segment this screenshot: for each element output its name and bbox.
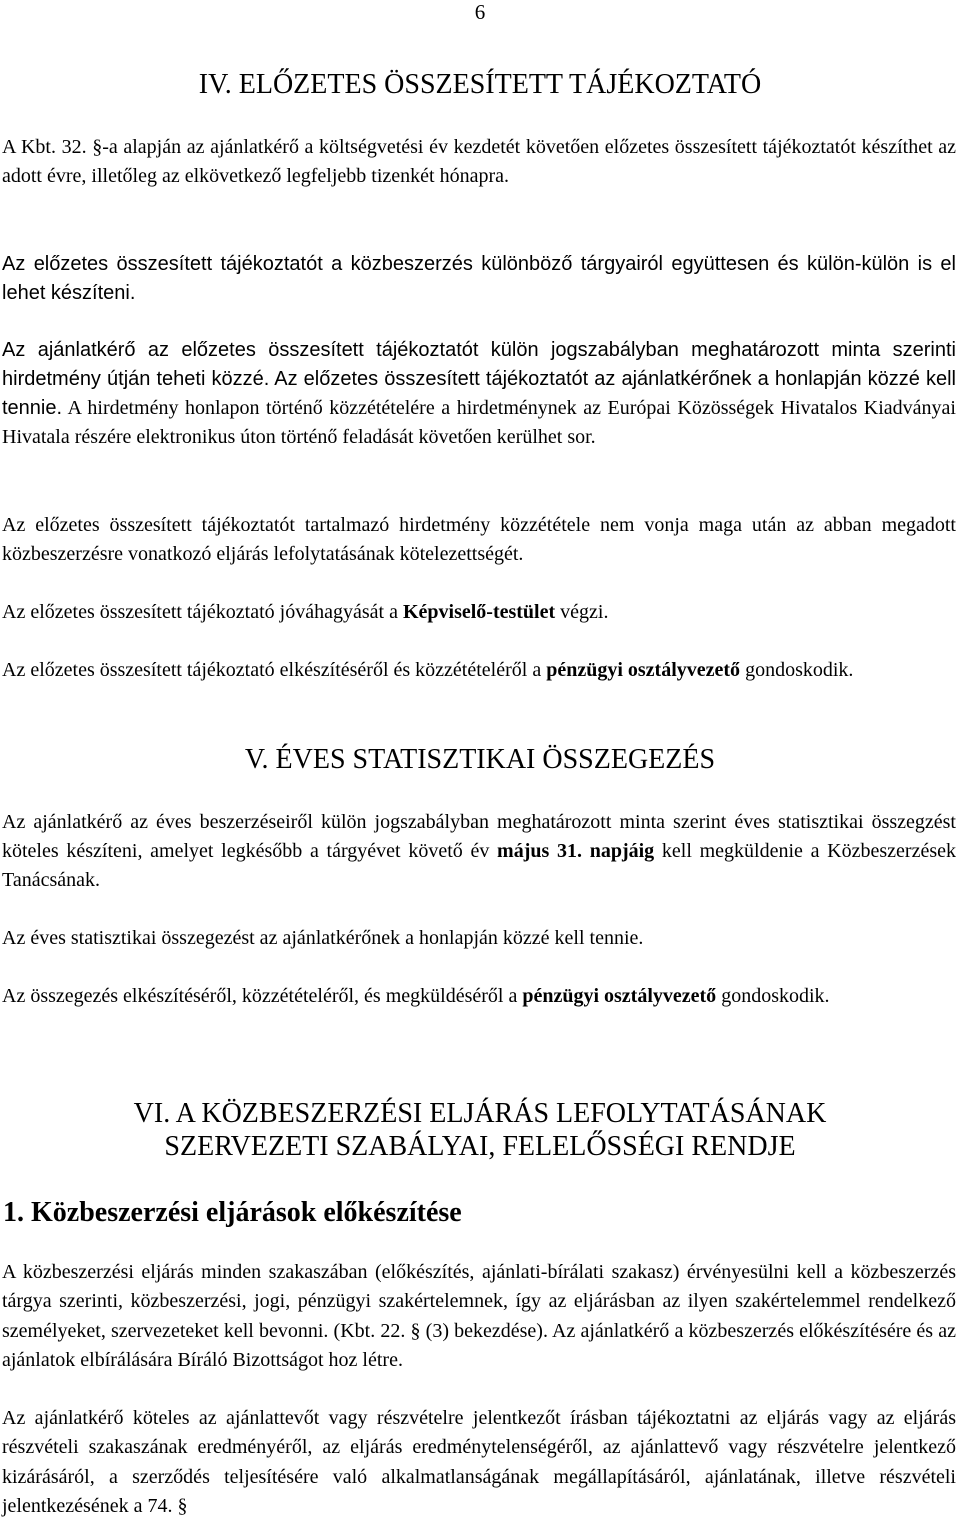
- section-4-paragraph-3: [2, 336, 956, 452]
- section-4-paragraph-5: [2, 598, 956, 627]
- summary-text-pre: Az összegezés elkészítéséről, közzétételéről, és megküldéséről a: [2, 985, 523, 1007]
- responsibility-text-pre: Az előzetes összesített tájékoztató elkészítéséről és közzétételéről a: [2, 659, 547, 681]
- section-6-paragraph-2: Az ajánlatkérő köteles az ajánlattevőt vagy részvételre jelentkezőt írásban tájékoztatni az eljárás vagy az eljárás részvételi szakaszának eredményéről, az eljárás eredménytelenségéről, az ajánlattevő vagy részvételre jelentkező kizárásáról, a szerződés teljesítésére való alkalmatlanságának megállapításáról, ajánlatának, illetve részvételi jelentkezésének a 74. §: [2, 1407, 956, 1517]
- subsection-1-heading: 1. Közbeszerzési eljárások előkészítése: [3, 1197, 462, 1228]
- section-5-heading: V. ÉVES STATISZTIKAI ÖSSZEGEZÉS: [244, 744, 716, 775]
- section-4-heading: IV. ELŐZETES ÖSSZESÍTETT TÁJÉKOZTATÓ: [198, 69, 762, 100]
- statistics-text-pre: Az ajánlatkérő az éves beszerzéseiről külön jogszabályban meghatározott minta szerint éves statisztikai összegzést köteles készíteni, amelyet legkésőbb a tárgyévet követő év: [2, 811, 956, 862]
- approval-body: Képviselő-testület: [402, 601, 556, 623]
- section-5-paragraph-2: Az éves statisztikai összegezést az ajánlatkérőnek a honlapján közzé kell tennie.: [2, 927, 644, 949]
- section-5-paragraph-3: [2, 982, 956, 1011]
- section-4-paragraph-6: [2, 656, 956, 685]
- section-4-paragraph-1: A Kbt. 32. §-a alapján az ajánlatkérő a költségvetési év kezdetét követően előzetes összesített tájékoztatót készíthet az adott évre, illetőleg az elkövetkező legfeljebb tizenkét hónapra.: [2, 136, 956, 187]
- section-4-paragraph-3-serif: A hirdetmény honlapon történő közzétételére a hirdetménynek az Európai Közösségek Hivatalos Kiadványai Hivatala részére elektronikus úton történő feladását követően kerülhet sor.: [2, 397, 956, 448]
- section-5-paragraph-1: [2, 808, 956, 895]
- responsible-person: pénzügyi osztályvezető: [546, 659, 741, 681]
- section-6-paragraph-1: A közbeszerzési eljárás minden szakaszában (előkészítés, ajánlati-bírálati szakasz) érvényesülni kell a közbeszerzés tárgya szerinti, közbeszerzési, jogi, pénzügyi szakértelemnek, így az eljárásban az ilyen szakértelemmel rendelkező személyeket, szervezeteket kell bevonni. (Kbt. 22. § (3) bekezdése). Az ajánlatkérő a közbeszerzés előkészítésére és az ajánlatok elbírálására Bíráló Bizottságot hoz létre.: [2, 1261, 956, 1371]
- statistics-deadline: május 31. napjáig: [497, 840, 655, 862]
- approval-text-pre: Az előzetes összesített tájékoztató jóváhagyását a: [2, 601, 403, 623]
- responsibility-text-post: gondoskodik.: [740, 659, 854, 681]
- summary-responsible-person: pénzügyi osztályvezető: [522, 985, 717, 1007]
- section-4-paragraph-4: [2, 511, 956, 569]
- section-4-paragraph-2: Az előzetes összesített tájékoztatót a közbeszerzés különböző tárgyairól együttesen és külön-külön is el lehet készíteni.: [2, 253, 956, 304]
- summary-text-post: gondoskodik.: [716, 985, 830, 1007]
- statistics-text-post: kell megküldenie a Közbeszerzések Tanácsának.: [2, 840, 956, 891]
- section-6-heading-line-1: VI. A KÖZBESZERZÉSI ELJÁRÁS LEFOLYTATÁSÁNAK: [133, 1098, 827, 1129]
- section-6-heading-line-2: SZERVEZETI SZABÁLYAI, FELELŐSSÉGI RENDJE: [164, 1131, 796, 1162]
- page-number: 6: [474, 0, 486, 24]
- section-4-paragraph-3-sans: Az ajánlatkérő az előzetes összesített tájékoztatót külön jogszabályban meghatározott minta szerinti hirdetmény útján teheti közzé. Az előzetes összesített tájékoztatót az ajánlatkérőnek a honlapján közzé kell tennie.: [2, 339, 956, 419]
- approval-text-post: végzi.: [555, 601, 609, 623]
- section-4-paragraph-4-text: Az előzetes összesített tájékoztatót tartalmazó hirdetmény közzététele nem vonja maga után az abban megadott közbeszerzésre vonatkozó eljárás lefolytatásának kötelezettségét.: [2, 514, 956, 565]
